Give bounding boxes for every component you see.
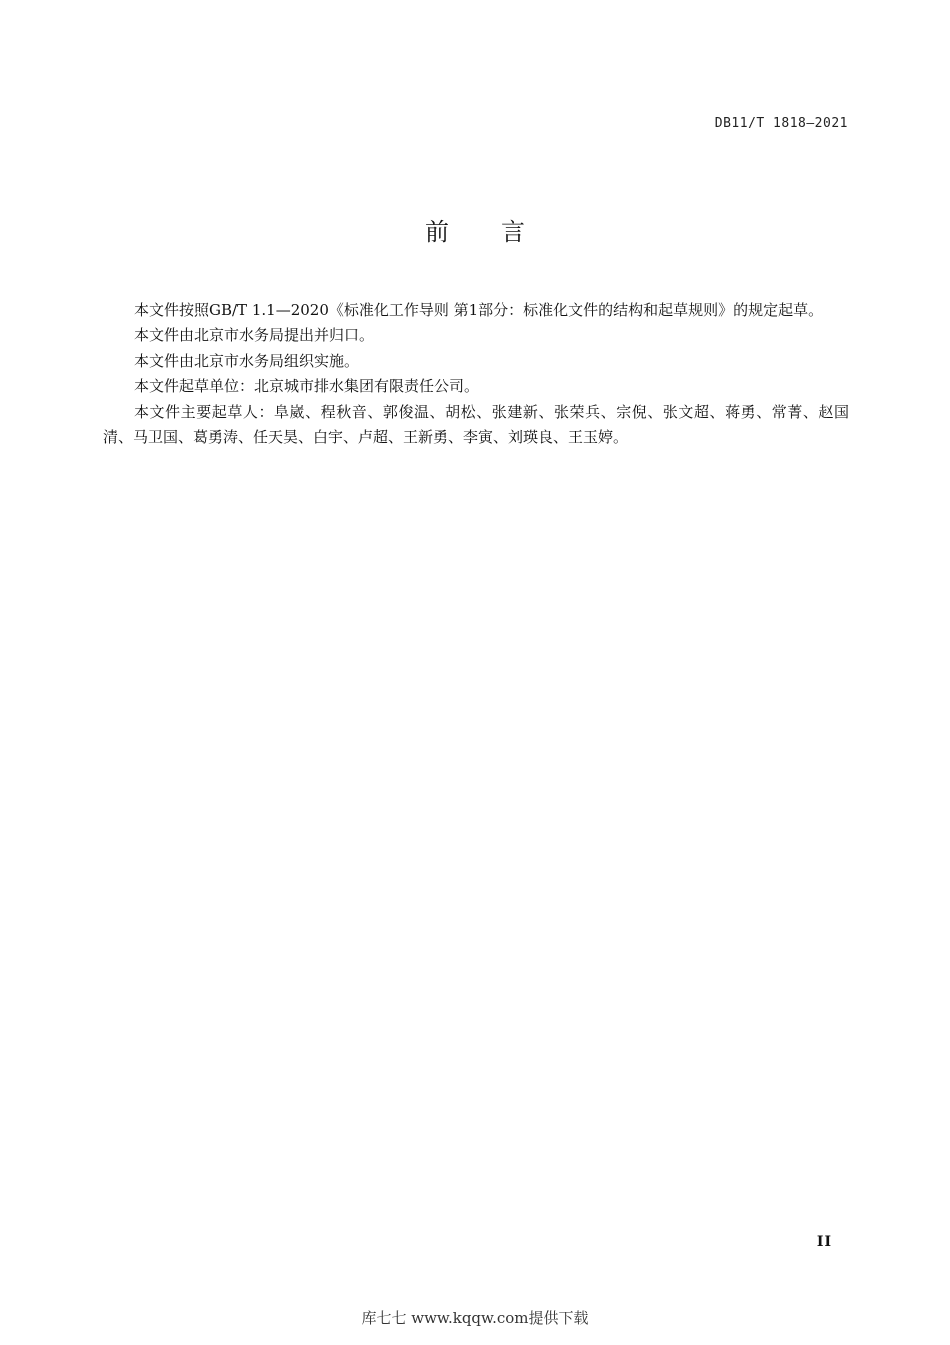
foreword-body bbox=[103, 298, 849, 450]
page-number: II bbox=[816, 1234, 832, 1250]
paragraph-drafters: 本文件主要起草人：阜崴、程秋音、郭俊温、胡松、张建新、张荣兵、宗倪、张文超、蒋勇、常菁、赵国清、马卫国、葛勇涛、任天昊、白宇、卢超、王新勇、李寅、刘瑛良、王玉婷。 bbox=[103, 402, 849, 447]
paragraph-drafting-rules: 本文件按照GB/T 1.1—2020《标准化工作导则 第1部分：标准化文件的结构和起草规则》的规定起草。 bbox=[134, 301, 824, 319]
page-title: 前言 bbox=[425, 218, 577, 246]
document-code: DB11/T 1818—2021 bbox=[714, 116, 848, 131]
paragraph-implementer: 本文件由北京市水务局组织实施。 bbox=[134, 351, 360, 370]
download-watermark: 库七七 www.kqqw.com提供下载 bbox=[361, 1309, 589, 1327]
paragraph-drafting-unit: 本文件起草单位：北京城市排水集团有限责任公司。 bbox=[134, 377, 480, 396]
paragraph-proposer: 本文件由北京市水务局提出并归口。 bbox=[134, 326, 375, 345]
